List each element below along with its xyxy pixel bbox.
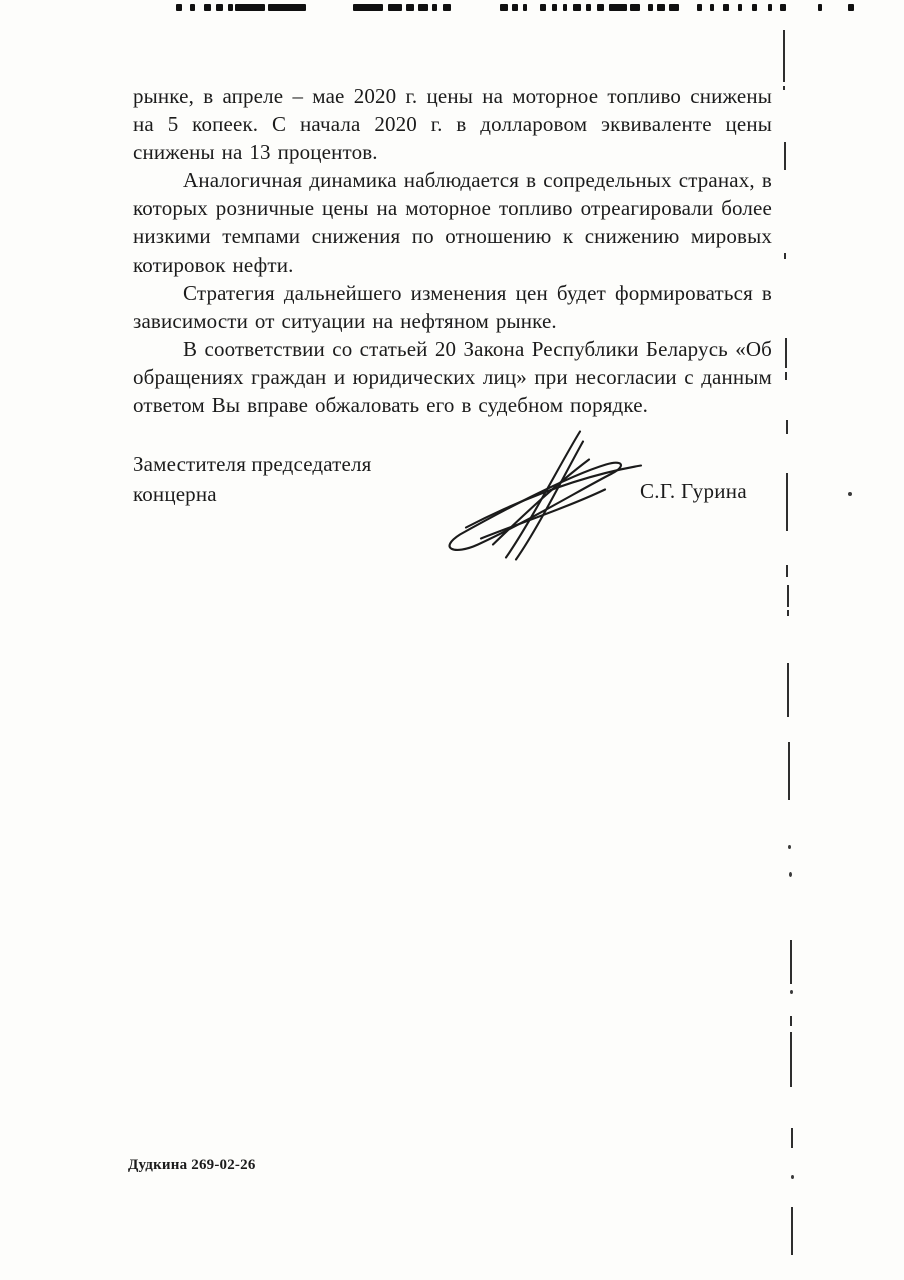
fold-line-segment (786, 420, 788, 434)
top-edge-text-fragment (597, 4, 604, 11)
signer-name: С.Г. Гурина (640, 479, 747, 503)
fold-line-segment (787, 585, 789, 607)
top-edge-text-fragment (388, 4, 402, 11)
top-edge-text-fragment (190, 4, 195, 11)
signer-position-title (133, 449, 433, 509)
fold-line-segment (787, 610, 789, 616)
top-edge-text-fragment (406, 4, 414, 11)
top-edge-text-fragment (848, 4, 854, 11)
top-edge-text-fragment (768, 4, 772, 11)
executor-contact: Дудкина 269-02-26 (128, 1157, 256, 1173)
paragraph-neighbor-countries: Аналогичная динамика наблюдается в сопредельных странах, в которых розничные цены на моторное топливо отреагировали более низкими темпами снижения по отношению к снижению мировых котировок нефти. (133, 168, 772, 277)
scan-speck (789, 872, 792, 877)
top-edge-text-fragment (540, 4, 546, 11)
top-edge-text-fragment (657, 4, 665, 11)
top-edge-text-fragment (738, 4, 742, 11)
fold-line-segment (787, 663, 789, 717)
signer-position-line1: Заместителя председателя (133, 452, 372, 476)
top-edge-text-fragment (648, 4, 653, 11)
fold-line-segment (790, 1032, 792, 1087)
top-edge-text-fragment (228, 4, 233, 11)
fold-line-segment (784, 142, 786, 170)
handwritten-signature (436, 424, 651, 564)
top-edge-text-fragment (512, 4, 518, 11)
top-edge-text-fragment (573, 4, 581, 11)
top-edge-text-fragment (268, 4, 306, 11)
scan-speck (848, 492, 852, 496)
top-edge-text-fragment (216, 4, 223, 11)
fold-line-segment (788, 742, 790, 800)
paragraph-strategy: Стратегия дальнейшего изменения цен будет формироваться в зависимости от ситуации на нефтяном рынке. (133, 280, 772, 333)
fold-line-segment (785, 338, 787, 368)
top-edge-text-fragment (500, 4, 508, 11)
top-edge-text-fragment (669, 4, 679, 11)
top-edge-text-fragment (552, 4, 557, 11)
fold-line-segment (791, 1207, 793, 1255)
fold-line-segment (786, 473, 788, 531)
top-edge-text-fragment (353, 4, 383, 11)
fold-line-segment (790, 1016, 792, 1026)
fold-line-segment (785, 372, 787, 380)
top-edge-text-fragment (235, 4, 265, 11)
top-edge-text-fragment (818, 4, 822, 11)
fold-line-segment (783, 30, 785, 82)
fold-line-segment (783, 86, 785, 90)
top-edge-text-fragment (723, 4, 729, 11)
fold-line-segment (784, 253, 786, 259)
fold-line-segment (790, 940, 792, 984)
top-edge-text-fragment (586, 4, 591, 11)
scan-speck (791, 1175, 794, 1179)
paragraph-prices: рынке, в апреле – мае 2020 г. цены на моторное топливо снижены на 5 копеек. С начала 2020 г. в долларовом эквиваленте цены снижены на 13 процентов. (133, 84, 772, 165)
top-edge-text-fragment (443, 4, 451, 11)
top-edge-text-fragment (432, 4, 437, 11)
top-edge-text-fragment (176, 4, 182, 11)
top-edge-text-fragment (697, 4, 702, 11)
fold-line-segment (791, 1128, 793, 1148)
signer-position-line2: концерна (133, 482, 217, 506)
top-edge-text-fragment (630, 4, 640, 11)
top-edge-text-fragment (752, 4, 757, 11)
top-edge-text-fragment (563, 4, 567, 11)
fold-line-segment (786, 565, 788, 577)
letter-body (133, 82, 772, 419)
top-edge-text-fragment (204, 4, 211, 11)
paragraph-legal-appeal: В соответствии со статьей 20 Закона Республики Беларусь «Об обращениях граждан и юридических лиц» при несогласии с данным ответом Вы вправе обжаловать его в судебном порядке. (133, 336, 772, 418)
top-edge-text-fragment (710, 4, 714, 11)
top-edge-text-fragment (418, 4, 428, 11)
top-edge-text-fragment (780, 4, 786, 11)
top-edge-text-fragment (609, 4, 627, 11)
scan-speck (788, 845, 791, 849)
scan-speck (790, 990, 793, 994)
top-edge-text-fragment (523, 4, 527, 11)
